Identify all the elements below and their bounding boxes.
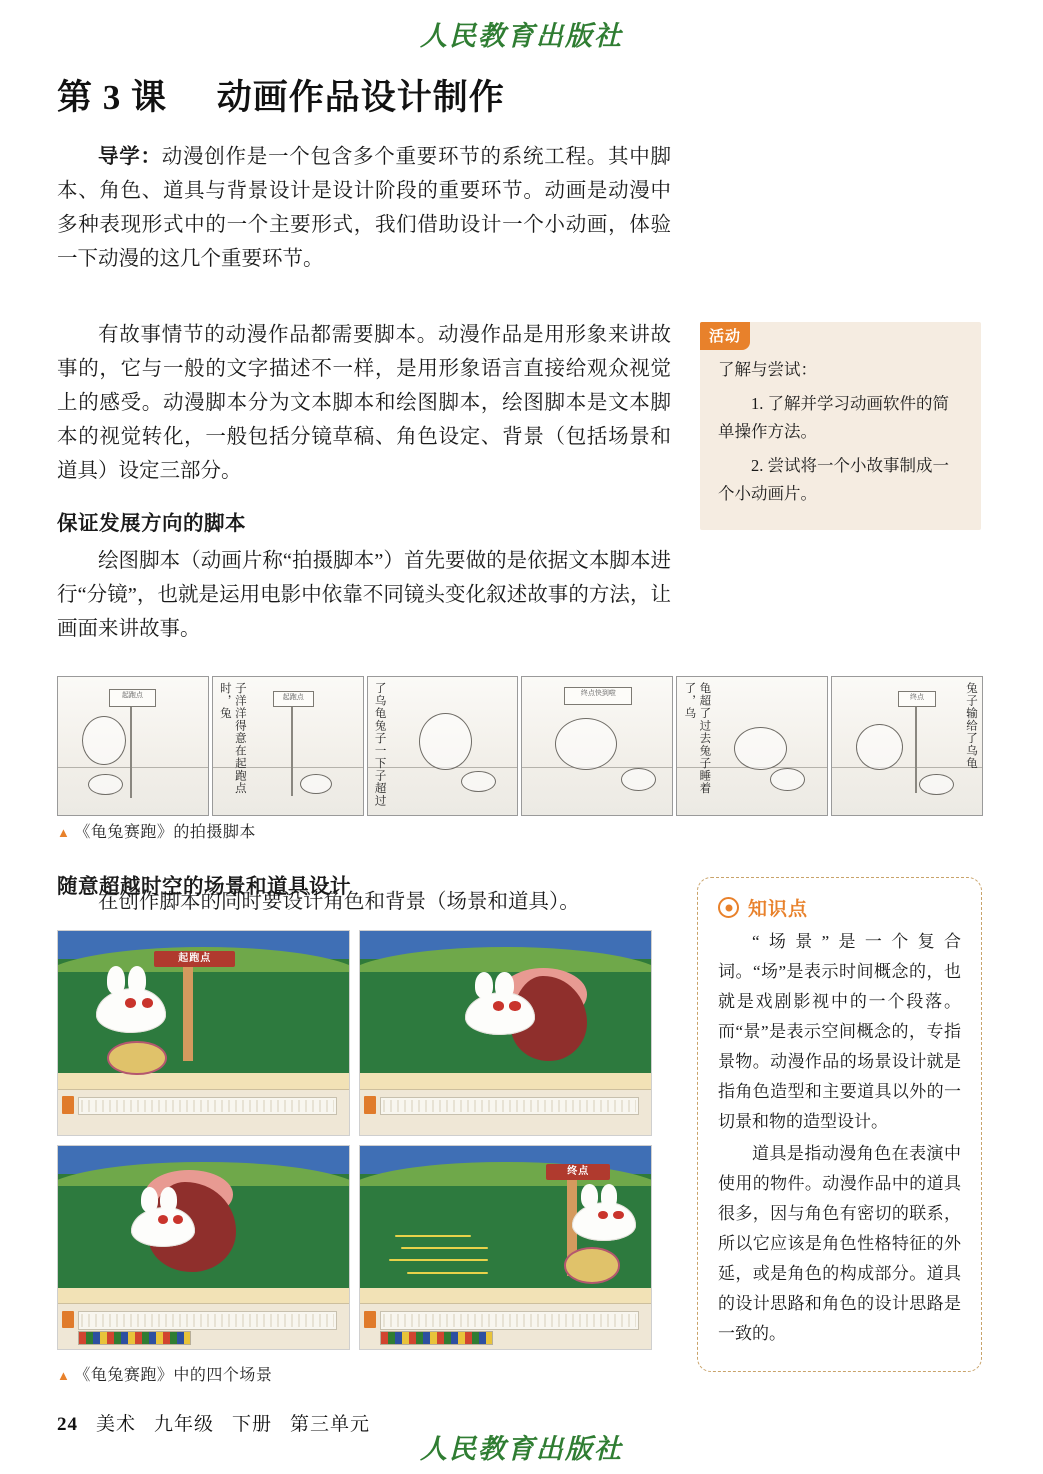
publisher-mark-bottom: 人民教育出版社 xyxy=(420,1434,623,1465)
play-knob[interactable] xyxy=(62,1096,74,1114)
storyboard-strip xyxy=(57,676,983,816)
storyboard-cell xyxy=(212,676,364,816)
storyboard-note: 了乌龟兔子一下子超过 xyxy=(373,682,386,807)
subhead-script: 保证发展方向的脚本 xyxy=(57,513,246,535)
play-knob[interactable] xyxy=(62,1311,74,1329)
paragraph-4: 在创作脚本的同时要设计角色和背景（场景和道具）。 xyxy=(98,891,580,913)
turtle-sketch xyxy=(621,768,656,791)
rabbit-sketch xyxy=(734,727,787,770)
triangle-icon: ▲ xyxy=(57,825,71,840)
storyboard-cell xyxy=(676,676,828,816)
timeline-bar[interactable] xyxy=(380,1097,639,1115)
main-text-column xyxy=(57,140,671,662)
timeline-bar[interactable] xyxy=(78,1097,337,1115)
turtle-sketch xyxy=(770,768,805,791)
turtle-sketch xyxy=(88,774,123,795)
storyboard-note: 子洋洋得意在起跑点时，兔 xyxy=(218,682,246,795)
rabbit-sketch xyxy=(856,724,903,770)
knowledge-paragraph-2: 道具是指动漫角色在表演中使用的物件。动漫作品中的道具很多，因与角色有密切的联系，所以它应该是角色性格特征的外延，或是角色的构成部分。道具的设计思路和角色的设计思路是一致的。 xyxy=(718,1144,961,1343)
rabbit-sketch xyxy=(555,718,617,770)
scene-thumbnail xyxy=(359,1145,652,1351)
paragraph-2: 有故事情节的动漫作品都需要脚本。动漫作品是用形象来讲故事的，它与一般的文字描述不一样，是用形象语言直接给观众视觉上的感受。动漫脚本分为文本脚本和绘图脚本，绘图脚本是文本脚本的视觉转化，一般包括分镜草稿、角色设定、背景（包括场景和道具）设定三部分。 xyxy=(57,324,671,482)
activity-item-2: 2. 尝试将一个小故事制成一个小动画片。 xyxy=(718,456,949,503)
scenes-caption-text: 《龟兔赛跑》中的四个场景 xyxy=(74,1367,273,1384)
play-knob[interactable] xyxy=(364,1096,376,1114)
timeline-bar[interactable] xyxy=(78,1311,337,1329)
knowledge-header xyxy=(718,894,961,921)
sign-finish: 终点 xyxy=(898,691,936,707)
rabbit-sketch xyxy=(82,716,126,765)
sign-start: 起跑点 xyxy=(273,691,314,707)
scene-grid xyxy=(57,930,652,1350)
activity-box xyxy=(700,322,981,530)
lesson-name: 动画作品设计制作 xyxy=(216,78,505,117)
triangle-icon: ▲ xyxy=(57,1368,71,1383)
rabbit-character xyxy=(572,1202,636,1241)
storyboard-note: 兔子输给了乌龟 xyxy=(964,682,977,770)
scenes-caption xyxy=(57,1362,272,1385)
knowledge-box xyxy=(697,877,982,1372)
turtle-sketch xyxy=(919,774,954,795)
activity-tag: 活动 xyxy=(700,322,750,350)
timeline-panel[interactable] xyxy=(360,1089,651,1135)
publisher-mark-top: 人民教育出版社 xyxy=(420,21,623,52)
play-knob[interactable] xyxy=(364,1311,376,1329)
activity-item-1: 1. 了解并学习动画软件的简单操作方法。 xyxy=(718,394,949,441)
timeline-panel[interactable] xyxy=(360,1303,651,1349)
knowledge-title: 知识点 xyxy=(748,899,809,920)
storyboard-cell xyxy=(831,676,983,816)
page-number: 24 xyxy=(57,1414,78,1435)
page-title xyxy=(57,70,505,120)
sign-finish-soon: 终点快到啦 xyxy=(564,687,632,706)
scene-thumbnail xyxy=(57,1145,350,1351)
lead-paragraph xyxy=(57,140,671,276)
timeline-bar[interactable] xyxy=(380,1311,639,1329)
scene-thumbnail xyxy=(359,930,652,1136)
lead-label: 导学： xyxy=(98,146,162,168)
turtle-character xyxy=(564,1247,620,1284)
footer-unit: 第三单元 xyxy=(290,1414,371,1435)
footer-volume: 下册 xyxy=(232,1414,273,1435)
lesson-number: 第 3 课 xyxy=(57,78,168,117)
footer-grade: 九年级 xyxy=(154,1414,215,1435)
sign-start: 起跑点 xyxy=(109,689,156,706)
turtle-sketch xyxy=(461,771,496,792)
storyboard-caption xyxy=(57,819,256,842)
color-swatches[interactable] xyxy=(78,1331,191,1345)
color-swatches[interactable] xyxy=(380,1331,493,1345)
storyboard-cell xyxy=(521,676,673,816)
storyboard-caption-text: 《龟兔赛跑》的拍摄脚本 xyxy=(74,824,256,841)
sign-finish: 终点 xyxy=(546,1164,610,1180)
subhead-scene-props: 随意超越时空的场景和道具设计 xyxy=(57,876,351,898)
storyboard-note: 龟超了过去兔子睡着了，乌 xyxy=(683,682,711,795)
rabbit-sketch xyxy=(419,713,472,770)
turtle-sketch xyxy=(300,774,332,794)
sign-start: 起跑点 xyxy=(154,951,235,967)
storyboard-cell xyxy=(57,676,209,816)
scene-thumbnail xyxy=(57,930,350,1136)
timeline-panel[interactable] xyxy=(58,1089,349,1135)
turtle-character xyxy=(107,1041,166,1076)
timeline-panel[interactable] xyxy=(58,1303,349,1349)
storyboard-cell xyxy=(367,676,519,816)
lead-text: 动漫创作是一个包含多个重要环节的系统工程。其中脚本、角色、道具与背景设计是设计阶段的重要环节。动画是动漫中多种表现形式中的一个主要形式，我们借助设计一个小动画，体验一下动漫的这几个重要环节。 xyxy=(57,146,671,270)
target-icon xyxy=(718,897,739,918)
activity-intro: 了解与尝试： xyxy=(718,360,817,379)
footer-subject: 美术 xyxy=(96,1414,137,1435)
knowledge-paragraph-1: “场景”是一个复合词。“场”是表示时间概念的，也就是戏剧影视中的一个段落。而“景”是表示空间概念的，专指景物。动漫作品的场景设计就是指角色造型和主要道具以外的一切景和物的造型设计。 xyxy=(718,932,961,1131)
paragraph-3: 绘图脚本（动画片称“拍摄脚本”）首先要做的是依据文本脚本进行“分镜”，也就是运用电影中依靠不同镜头变化叙述故事的方法，让画面来讲故事。 xyxy=(57,550,671,640)
